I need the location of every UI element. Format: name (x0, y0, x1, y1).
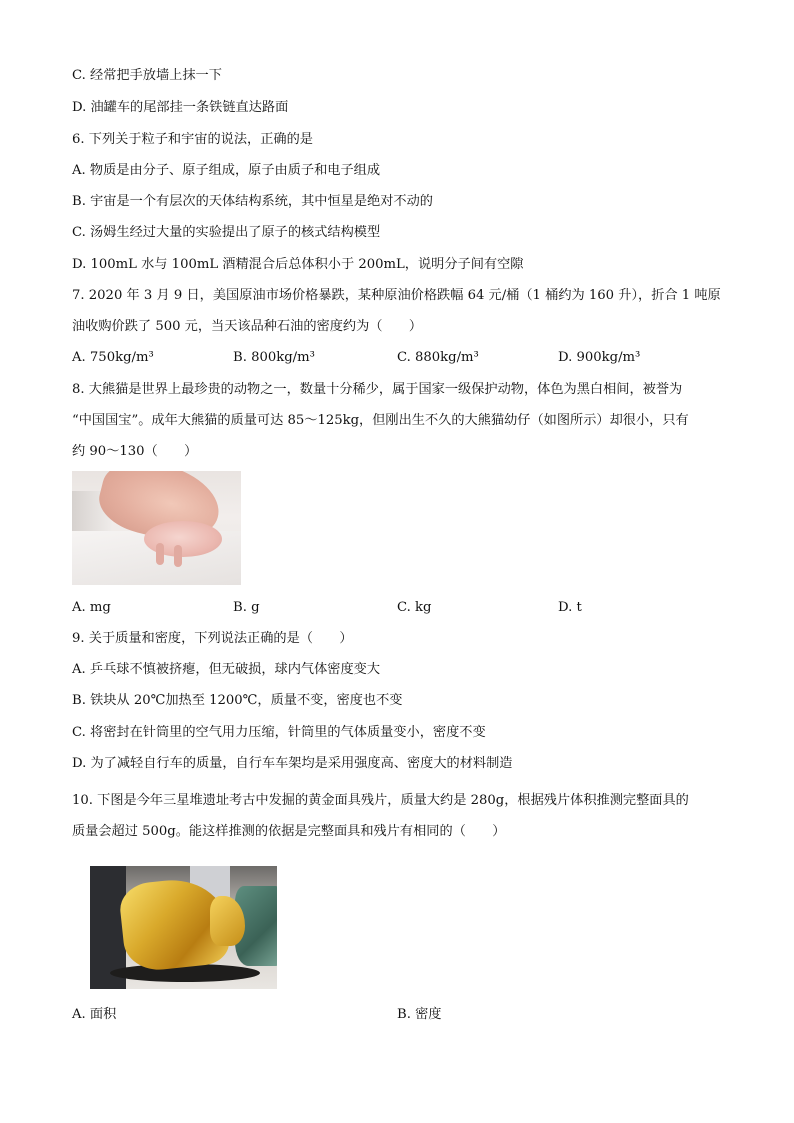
question-7-stem-line1: 7. 2020 年 3 月 9 日，美国原油市场价格暴跌，某种原油价格跌幅 64 元/桶（1 桶约为 160 升），折合 1 吨原 (72, 288, 721, 303)
panda-cub-photo (72, 471, 241, 585)
question-8-option-b: B. g (233, 600, 260, 615)
question-9-option-b: B. 铁块从 20℃加热至 1200℃，质量不变，密度也不变 (72, 693, 403, 708)
question-8-option-c: C. kg (397, 600, 432, 615)
question-8-stem-line3: 约 90～130（ ） (72, 444, 198, 459)
gold-mask-photo (90, 866, 277, 989)
question-8-option-a: A. mg (72, 600, 111, 615)
question-6-option-d: D. 100mL 水与 100mL 酒精混合后总体积小于 200mL，说明分子间有空隙 (72, 257, 524, 272)
question-10-stem-line1: 10. 下图是今年三星堆遗址考古中发掘的黄金面具残片，质量大约是 280g，根据残片体积推测完整面具的 (72, 793, 689, 808)
question-9-option-c: C. 将密封在针筒里的空气用力压缩，针筒里的气体质量变小，密度不变 (72, 725, 486, 740)
question-6-option-c: C. 汤姆生经过大量的实验提出了原子的核式结构模型 (72, 225, 381, 240)
question-9-option-a: A. 乒乓球不慎被挤瘪，但无破损，球内气体密度变大 (72, 662, 381, 677)
question-5-option-d: D. 油罐车的尾部挂一条铁链直达路面 (72, 100, 289, 115)
question-7-stem-line2: 油收购价跌了 500 元，当天该品种石油的密度约为（ ） (72, 319, 423, 334)
question-7-option-a: A. 750kg/m³ (72, 350, 154, 365)
question-8-option-d: D. t (558, 600, 582, 615)
question-7-option-d: D. 900kg/m³ (558, 350, 641, 365)
question-6-option-b: B. 宇宙是一个有层次的天体结构系统，其中恒星是绝对不动的 (72, 194, 433, 209)
question-6-stem: 6. 下列关于粒子和宇宙的说法，正确的是 (72, 132, 313, 147)
question-8-stem-line2: “中国国宝”。成年大熊猫的质量可达 85～125kg，但刚出生不久的大熊猫幼仔（如图所示）却很小，只有 (72, 413, 689, 428)
question-7-option-b: B. 800kg/m³ (233, 350, 315, 365)
question-10-option-b: B. 密度 (397, 1007, 442, 1022)
question-8-stem-line1: 8. 大熊猫是世界上最珍贵的动物之一，数量十分稀少，属于国家一级保护动物，体色为黑白相间，被誉为 (72, 382, 683, 397)
question-5-option-c: C. 经常把手放墙上抹一下 (72, 68, 222, 83)
question-10-option-a: A. 面积 (72, 1007, 117, 1022)
question-9-stem: 9. 关于质量和密度，下列说法正确的是（ ） (72, 631, 353, 646)
question-7-option-c: C. 880kg/m³ (397, 350, 479, 365)
question-10-stem-line2: 质量会超过 500g。能这样推测的依据是完整面具和残片有相同的（ ） (72, 824, 506, 839)
question-9-option-d: D. 为了减轻自行车的质量，自行车车架均是采用强度高、密度大的材料制造 (72, 756, 513, 771)
question-6-option-a: A. 物质是由分子、原子组成，原子由质子和电子组成 (72, 163, 381, 178)
